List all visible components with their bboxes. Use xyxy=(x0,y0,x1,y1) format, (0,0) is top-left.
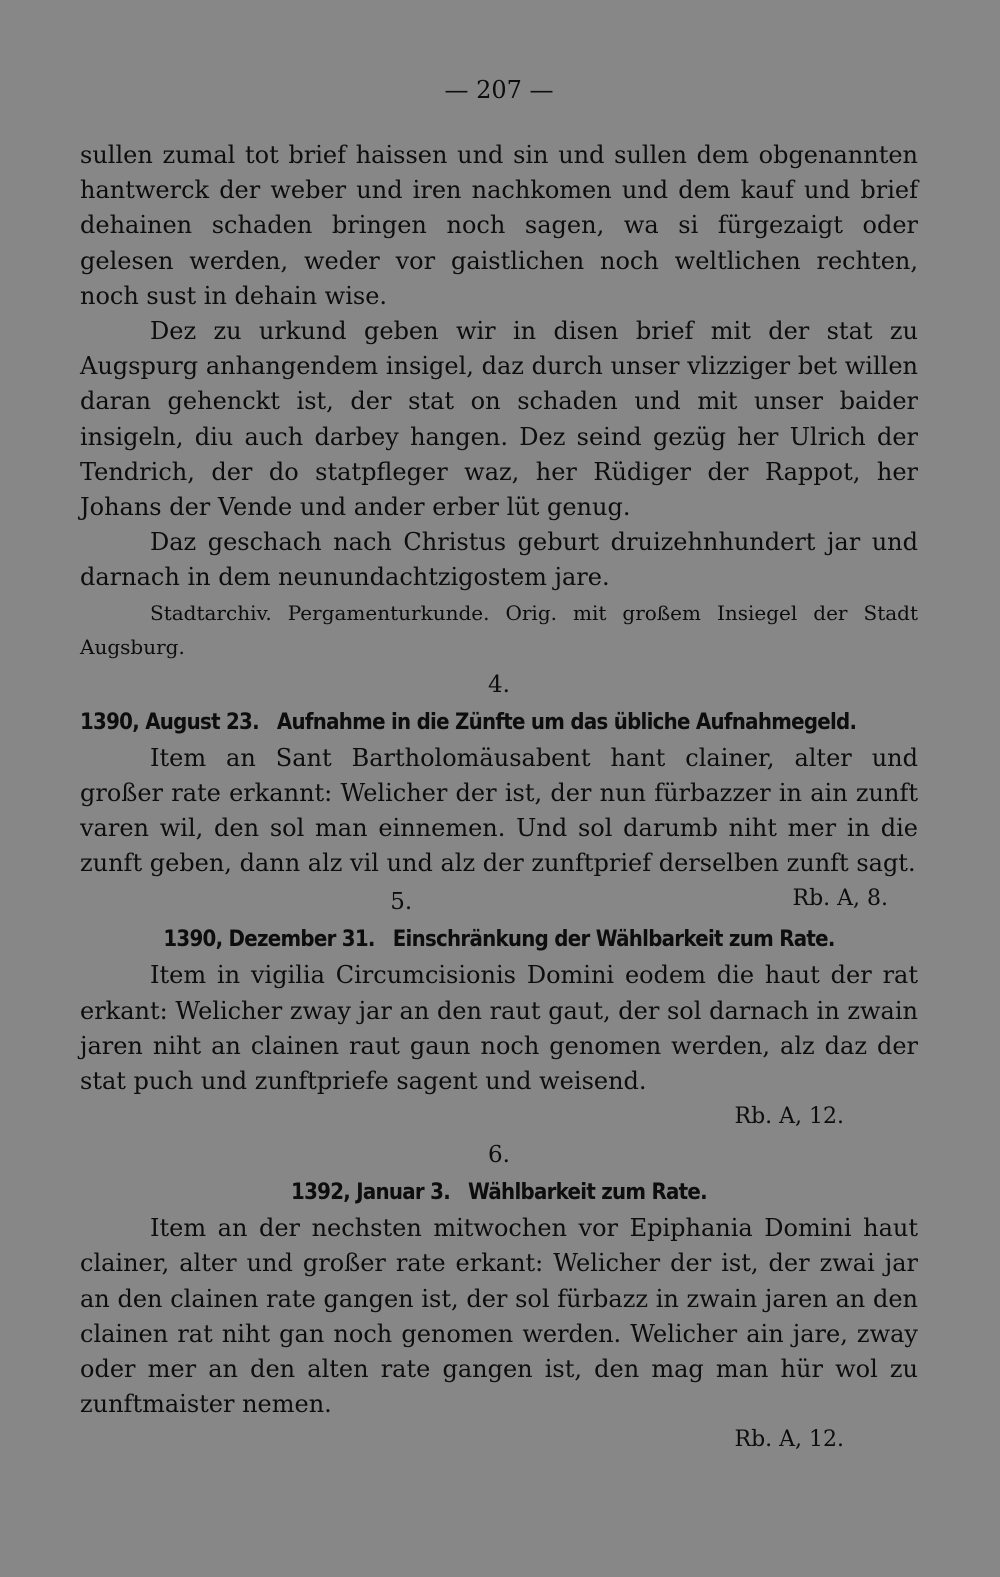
entry-text: Item an Sant Bartholomäusabent hant clainer, alter und großer rate erkannt: Welicher der ist, der nun fürbazzer in ain zunft varen wil, den sol man einnemen. Und sol darumb niht mer in die zunft geben, dann alz vil und alz der zunftprief derselben zunft sagt. Rb. A, 8. xyxy=(80,741,918,882)
entry-title: Wählbarkeit zum Rate. xyxy=(468,1180,707,1206)
entry-reference: Rb. A, 8. xyxy=(792,886,888,912)
entry-number: 5. xyxy=(390,889,413,916)
entry-number: 6. xyxy=(488,1142,510,1169)
page-number: — 207 — xyxy=(444,76,554,104)
entry-title: Aufnahme in die Zünfte um das übliche Aufnahmegeld. xyxy=(276,709,857,735)
entry-number: 4. xyxy=(488,671,510,698)
entry-text: Item in vigilia Circumcisionis Domini eodem die haut der rat erkant: Welicher zway jar an den raut gaut, der sol darnach in zwain jaren niht an clainen raut gaun noch genomen werden, alz daz der stat puch und zunftpriefe sagent und weisend. xyxy=(80,961,918,1096)
intro-paragraph-3: Daz geschach nach Christus geburt druizehnhundert jar und darnach in dem neunundachtzigostem jare. xyxy=(80,528,918,592)
entry-reference: Rb. A, 12. xyxy=(734,1427,844,1453)
entry-date: 1390, Dezember 31. xyxy=(163,927,375,953)
source-note: Stadtarchiv. Pergamenturkunde. Orig. mit großem Insiegel der Stadt Augsburg. xyxy=(80,600,918,659)
intro-paragraph-1: sullen zumal tot brief haissen und sin und sullen dem obgenannten hantwerck der weber und iren nachkomen und dem kauf und brief dehainen schaden bringen noch sagen, wa si fürgezaigt oder gelesen werden, weder vor gaistlichen noch weltlichen rechten, noch sust in dehain wise. xyxy=(80,141,918,310)
entry-date: 1392, Januar 3. xyxy=(291,1180,451,1206)
entry-heading xyxy=(80,705,857,741)
entry-reference: Rb. A, 12. xyxy=(734,1104,844,1130)
document-page xyxy=(80,72,918,1457)
entry-heading xyxy=(122,922,876,958)
intro-paragraph-2: Dez zu urkund geben wir in disen brief mit der stat zu Augspurg anhangendem insigel, daz durch unser vlizziger bet willen daran gehenckt ist, der stat on schaden und mit unser baider insigeln, diu auch darbey hangen. Dez seind gezüg her Ulrich der Tendrich, der do statpfleger waz, her Rüdiger der Rappot, her Johans der Vende und ander erber lüt genug. xyxy=(80,317,918,522)
entry-title: Einschränkung der Wählbarkeit zum Rate. xyxy=(392,927,835,953)
entry-heading xyxy=(122,1175,876,1211)
entry-date: 1390, August 23. xyxy=(80,709,259,735)
entry-text: Item an der nechsten mitwochen vor Epiphania Domini haut clainer, alter und großer rate erkant: Welicher der ist, der zwai jar an den clainen rate gangen ist, der sol fürbazz in zwain jaren an den clainen rat niht gan noch genomen werden. Welicher ain jare, zway oder mer an den alten rate gangen ist, den mag man hür wol zu zunftmaister nemen. xyxy=(80,1214,918,1419)
